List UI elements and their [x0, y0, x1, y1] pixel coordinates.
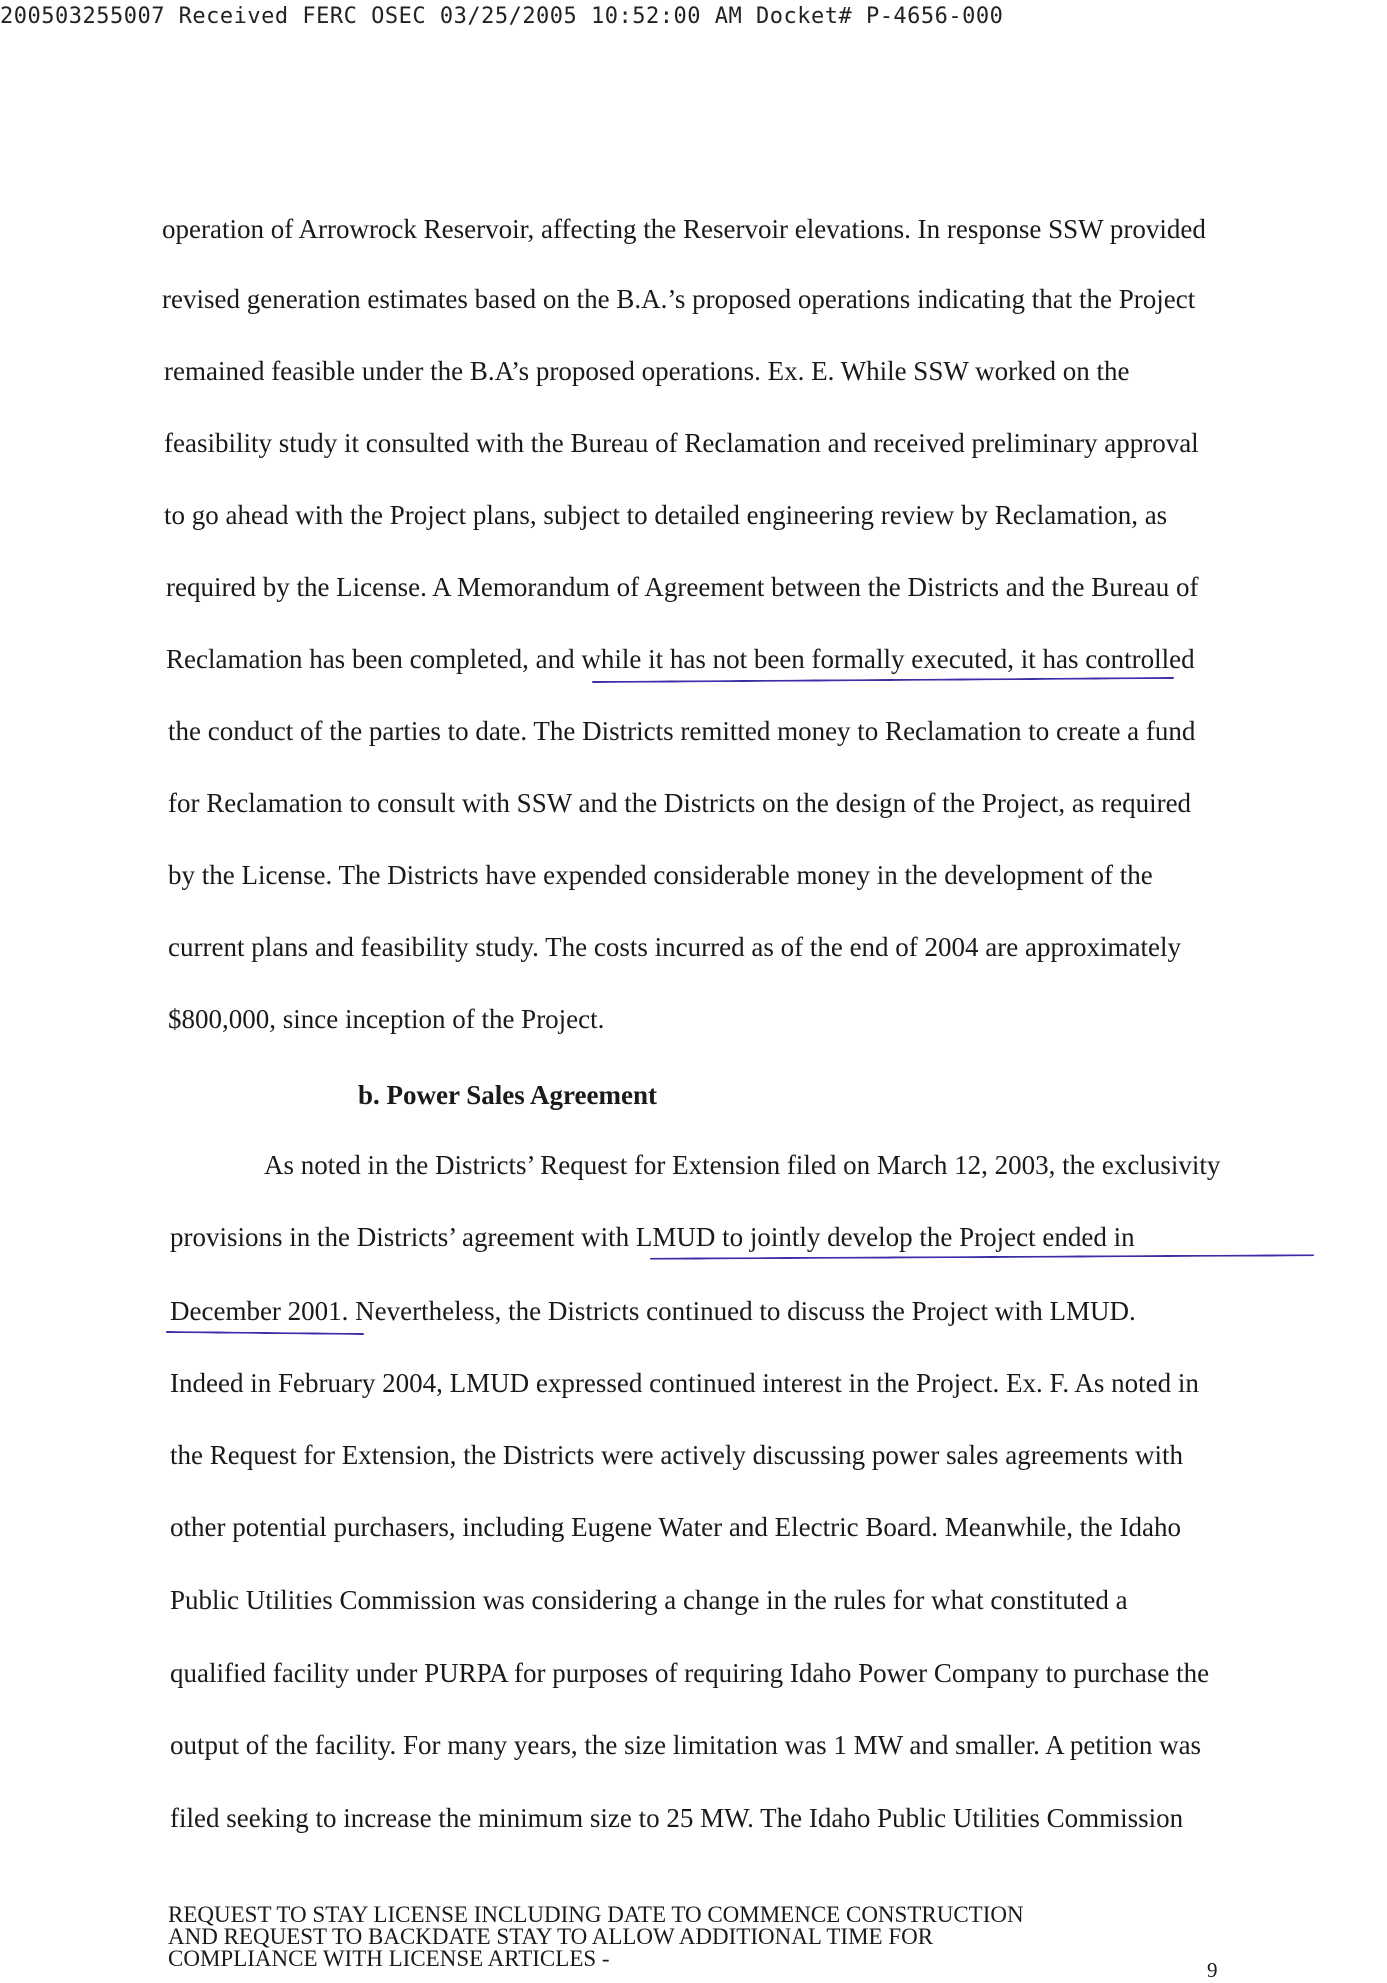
body-line: operation of Arrowrock Reservoir, affecting the Reservoir elevations. In response SSW provided [162, 214, 1206, 244]
footer-line: REQUEST TO STAY LICENSE INCLUDING DATE TO COMMENCE CONSTRUCTION [168, 1902, 1024, 1927]
page-number: 9 [1207, 1958, 1218, 1982]
body-line: Reclamation has been completed, and while it has not been formally executed, it has controlled [166, 644, 1195, 674]
body-line: current plans and feasibility study. The costs incurred as of the end of 2004 are approximately [168, 932, 1181, 962]
body-line: qualified facility under PURPA for purposes of requiring Idaho Power Company to purchase the [170, 1658, 1210, 1688]
body-line: remained feasible under the B.A’s proposed operations. Ex. E. While SSW worked on the [164, 356, 1130, 386]
section-heading: b. Power Sales Agreement [358, 1080, 657, 1110]
body-line: Indeed in February 2004, LMUD expressed continued interest in the Project. Ex. F. As noted in [170, 1368, 1199, 1398]
body-line: feasibility study it consulted with the Bureau of Reclamation and received preliminary approval [164, 428, 1199, 458]
body-line: to go ahead with the Project plans, subject to detailed engineering review by Reclamation, as [164, 500, 1168, 530]
handwritten-underline [650, 1254, 1314, 1259]
body-line: the Request for Extension, the Districts were actively discussing power sales agreements with [170, 1440, 1183, 1470]
body-line: for Reclamation to consult with SSW and the Districts on the design of the Project, as required [168, 788, 1192, 818]
body-line: required by the License. A Memorandum of Agreement between the Districts and the Bureau of [166, 572, 1199, 602]
body-line: filed seeking to increase the minimum size to 25 MW. The Idaho Public Utilities Commission [170, 1803, 1184, 1833]
body-line: $800,000, since inception of the Project. [168, 1004, 605, 1034]
body-line: December 2001. Nevertheless, the Districts continued to discuss the Project with LMUD. [170, 1296, 1136, 1326]
body-line: provisions in the Districts’ agreement with LMUD to jointly develop the Project ended in [170, 1222, 1135, 1252]
handwritten-underline [592, 677, 1174, 683]
footer-line: AND REQUEST TO BACKDATE STAY TO ALLOW ADDITIONAL TIME FOR [168, 1924, 934, 1949]
body-line: As noted in the Districts’ Request for Extension filed on March 12, 2003, the exclusivity [264, 1150, 1221, 1180]
body-line: the conduct of the parties to date. The Districts remitted money to Reclamation to create a fund [168, 716, 1196, 746]
body-line: revised generation estimates based on the B.A.’s proposed operations indicating that the Project [162, 284, 1196, 314]
filing-stamp: 200503255007 Received FERC OSEC 03/25/2005 10:52:00 AM Docket# P-4656-000 [0, 4, 1004, 29]
handwritten-underline [166, 1331, 364, 1335]
body-line: Public Utilities Commission was considering a change in the rules for what constituted a [170, 1585, 1128, 1615]
body-line: output of the facility. For many years, the size limitation was 1 MW and smaller. A petition was [170, 1730, 1202, 1760]
body-line: by the License. The Districts have expended considerable money in the development of the [168, 860, 1153, 890]
footer-line: COMPLIANCE WITH LICENSE ARTICLES - [168, 1946, 610, 1971]
document-footer [168, 1904, 1024, 1970]
body-line: other potential purchasers, including Eugene Water and Electric Board. Meanwhile, the Idaho [170, 1512, 1181, 1542]
